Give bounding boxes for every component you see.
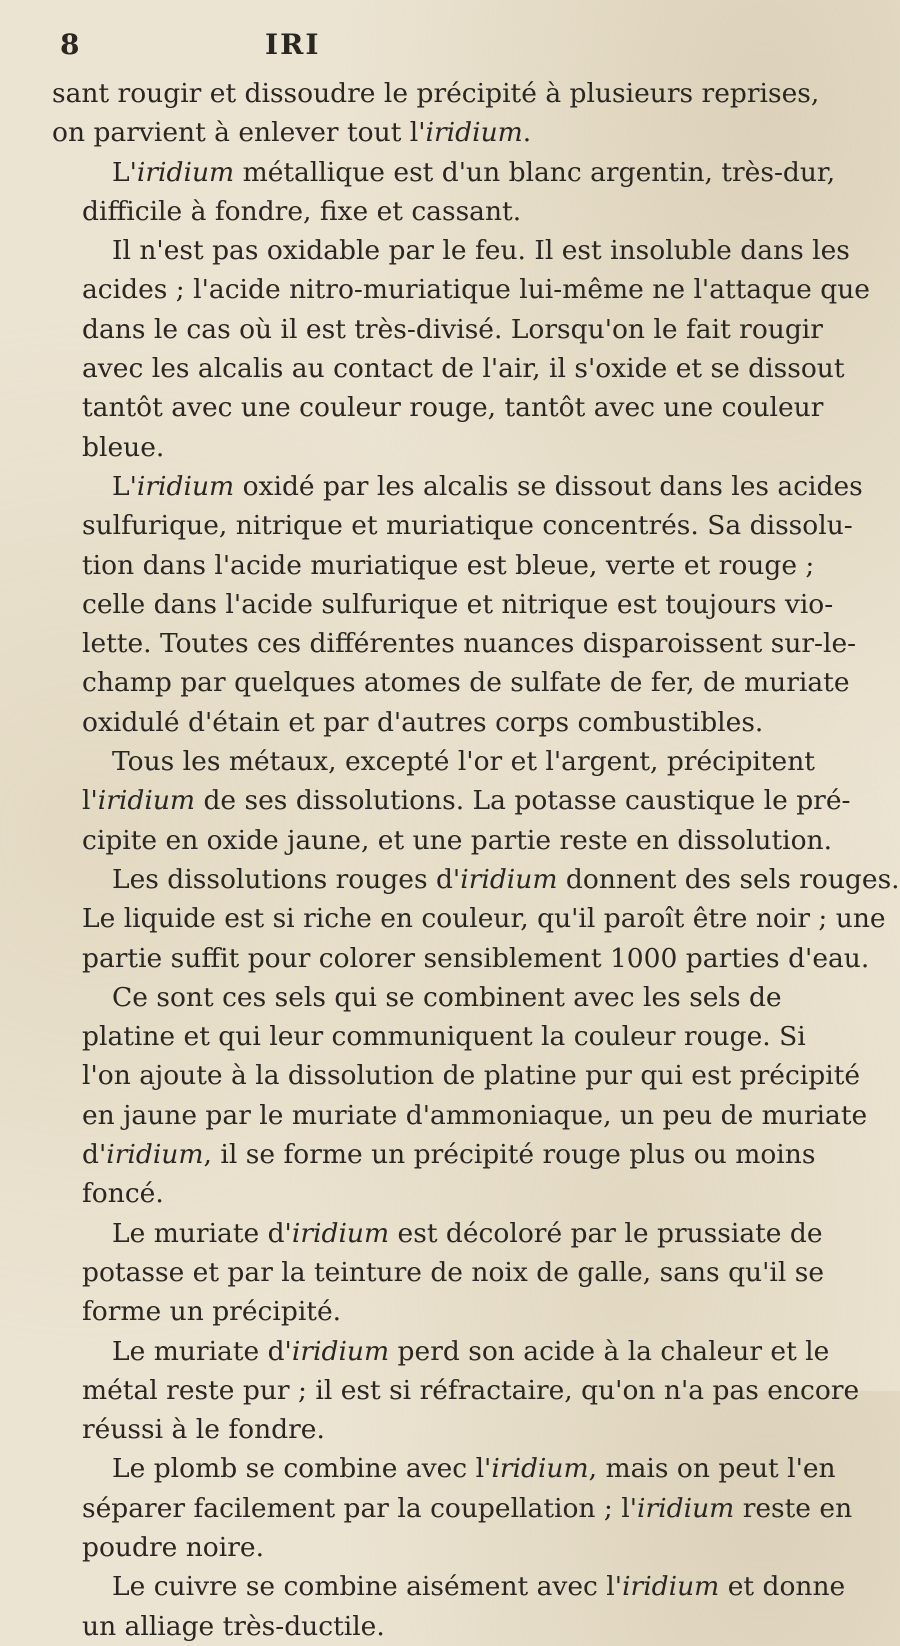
paragraph [52,1332,860,1450]
text-line: dans le cas où il est très-divisé. Lorsqu'on le fait rougir [82,313,823,345]
text-line: réussi à le fondre. [82,1414,325,1446]
paragraph [52,74,820,153]
text-line: potasse et par la teinture de noix de galle, sans qu'il se [82,1256,825,1288]
text-line: d'iridium, il se forme un précipité rouge plus ou moins [82,1139,816,1171]
text-line: Le muriate d'iridium perd son acide à la chaleur et le [112,1335,830,1367]
paragraph [52,467,863,742]
text-line: celle dans l'acide sulfurique et nitrique est toujours vio- [82,588,834,620]
text-line: champ par quelques atomes de sulfate de fer, de muriate [82,667,850,699]
text-line: Ce sont ces sels qui se combinent avec les sels de [112,981,782,1013]
text-line: difficile à fondre, fixe et cassant. [82,195,522,227]
paragraph [52,231,870,467]
text-line: sulfurique, nitrique et muriatique concentrés. Sa dissolu- [82,510,853,542]
text-line: tantôt avec une couleur rouge, tantôt avec une couleur [82,392,824,424]
text-line: L'iridium oxidé par les alcalis se dissout dans les acides [112,470,863,502]
paragraph [52,1449,853,1567]
body-text [52,74,900,1646]
text-line: forme un précipité. [82,1296,342,1328]
text-line: platine et qui leur communiquent la couleur rouge. Si [82,1021,806,1053]
text-line: bleue. [82,431,165,463]
text-line: foncé. [82,1178,164,1210]
text-line: l'on ajoute à la dissolution de platine pur qui est précipité [82,1060,861,1092]
text-line: Le muriate d'iridium est décoloré par le prussiate de [112,1217,823,1249]
text-line: cipite en oxide jaune, et une partie reste en dissolution. [82,824,833,856]
header-title: IRI [265,28,321,61]
text-line: séparer facilement par la coupellation ; l'iridium reste en [82,1492,853,1524]
text-line: Il n'est pas oxidable par le feu. Il est insoluble dans les [112,235,850,267]
page-number: 8 [60,28,80,61]
text-line: on parvient à enlever tout l'iridium. [52,117,532,149]
text-line: métal reste pur ; il est si réfractaire, qu'on n'a pas encore [82,1374,860,1406]
text-line: oxidulé d'étain et par d'autres corps combustibles. [82,706,764,738]
text-line: sant rougir et dissoudre le précipité à plusieurs reprises, [52,78,820,109]
text-line: l'iridium de ses dissolutions. La potasse caustique le pré- [82,785,851,817]
paragraph [52,153,836,232]
text-line: poudre noire. [82,1531,264,1563]
text-line: L'iridium métallique est d'un blanc argentin, très-dur, [112,156,836,188]
text-line: un alliage très-ductile. [82,1610,385,1642]
paragraph [52,1567,846,1646]
paragraph [52,1214,825,1332]
text-line: Le liquide est si riche en couleur, qu'il paroît être noir ; une [82,903,886,935]
text-line: lette. Toutes ces différentes nuances disparoissent sur-le- [82,628,857,660]
text-line: en jaune par le muriate d'ammoniaque, un peu de muriate [82,1099,868,1131]
paragraph [52,860,900,978]
running-head [60,28,760,68]
text-line: acides ; l'acide nitro-muriatique lui-même ne l'attaque que [82,274,870,306]
paragraph [52,978,868,1214]
text-line: Tous les métaux, excepté l'or et l'argent, précipitent [112,746,815,778]
text-line: Les dissolutions rouges d'iridium donnent des sels rouges. [112,863,900,895]
text-line: partie suffit pour colorer sensiblement 1000 parties d'eau. [82,942,870,974]
text-line: avec les alcalis au contact de l'air, il s'oxide et se dissout [82,353,845,385]
paragraph [52,742,851,860]
text-line: Le cuivre se combine aisément avec l'iridium et donne [112,1571,846,1603]
text-line: Le plomb se combine avec l'iridium, mais on peut l'en [112,1453,836,1485]
text-line: tion dans l'acide muriatique est bleue, verte et rouge ; [82,549,815,581]
